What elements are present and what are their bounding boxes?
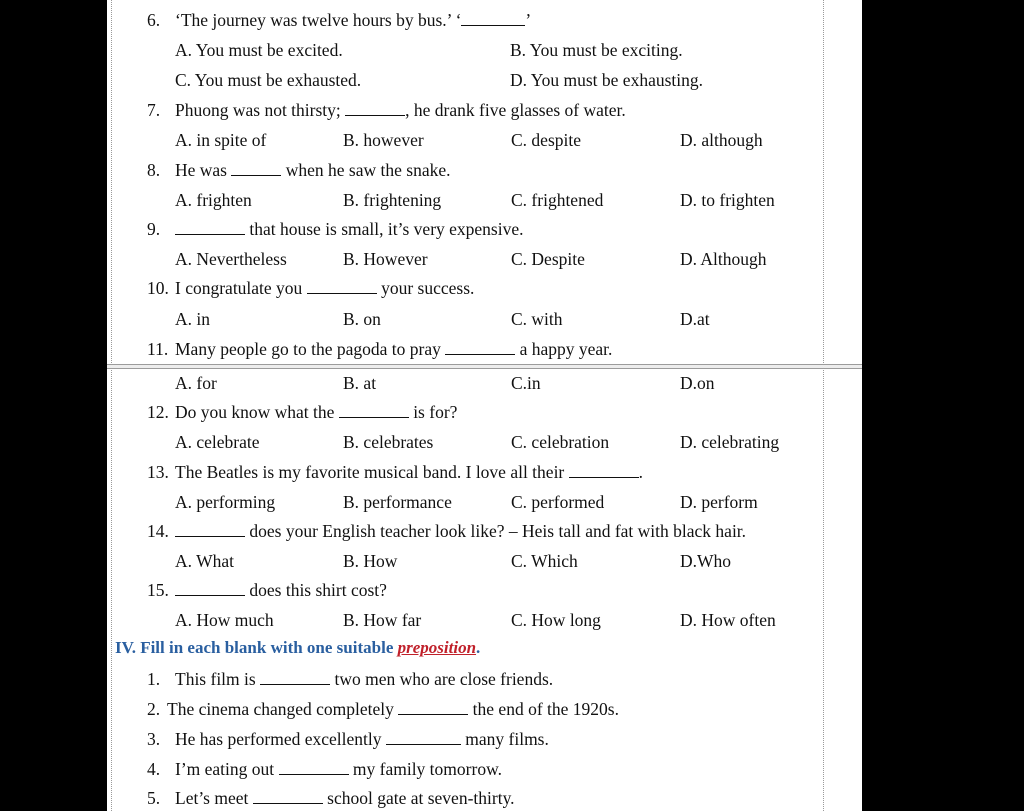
option-d[interactable]: D. although [680, 130, 763, 150]
answer-blank[interactable] [461, 9, 525, 26]
question-8: 8. He was when he saw the snake. [147, 160, 451, 180]
worksheet-page [107, 0, 862, 811]
option-a[interactable]: A. Nevertheless [175, 249, 287, 269]
option-c[interactable]: C. celebration [511, 432, 610, 452]
option-b[interactable]: B. How far [343, 610, 422, 630]
section-heading: IV. Fill in each blank with one suitable preposition. [115, 638, 481, 657]
option-c[interactable]: C. with [511, 309, 563, 329]
question-14 [107, 519, 862, 543]
section-title: Fill in each blank with one suitable [140, 638, 394, 657]
question-text: I congratulate you [175, 278, 303, 298]
option-a[interactable]: A. How much [175, 610, 274, 630]
option-d[interactable]: D.at [680, 309, 710, 329]
answer-blank[interactable] [260, 668, 330, 685]
fill-item-4: 4. I’m eating out my family tomorrow. [147, 759, 502, 779]
answer-blank[interactable] [279, 758, 349, 775]
question-text: The Beatles is my favorite musical band. I love all their [175, 462, 565, 482]
options-8 [107, 188, 862, 212]
section-keyword: preposition [397, 638, 477, 657]
question-number: 13. [147, 462, 169, 482]
option-c[interactable]: C. Which [511, 551, 578, 571]
question-7: 7. Phuong was not thirsty; , he drank five glasses of water. [147, 100, 626, 120]
answer-blank[interactable] [398, 698, 468, 715]
question-text: that house is small, it’s very expensive. [249, 219, 524, 239]
answer-blank[interactable] [445, 338, 515, 355]
section-roman: IV. [115, 638, 136, 657]
option-c[interactable]: C. frightened [511, 190, 604, 210]
option-b[interactable]: B. performance [343, 492, 452, 512]
option-c[interactable]: C. performed [511, 492, 605, 512]
option-a[interactable]: A. in spite of [175, 130, 267, 150]
option-a[interactable]: A. performing [175, 492, 276, 512]
page-break-band [107, 364, 862, 369]
options-11 [107, 371, 862, 395]
question-text: ‘The journey was twelve hours by bus.’ ‘ [175, 10, 462, 30]
option-d[interactable]: D. celebrating [680, 432, 780, 452]
option-a[interactable]: A. What [175, 551, 234, 571]
item-text: He has performed excellently [175, 729, 382, 749]
question-number: 12. [147, 402, 169, 422]
fill-item-5: 5. Let’s meet school gate at seven-thirty. [147, 788, 515, 808]
option-d[interactable]: D. to frighten [680, 190, 775, 210]
options-6b [107, 68, 862, 92]
options-7 [107, 128, 862, 152]
question-number: 8. [147, 160, 161, 180]
question-6: 6. ‘The journey was twelve hours by bus.’ ‘ ’ [147, 10, 532, 30]
option-a[interactable]: A. You must be excited. [175, 40, 343, 60]
option-c[interactable]: C. Despite [511, 249, 585, 269]
question-number: 6. [147, 10, 161, 30]
option-c[interactable]: C.in [511, 373, 541, 393]
option-b[interactable]: B. celebrates [343, 432, 434, 452]
item-text: Let’s meet [175, 788, 249, 808]
question-text: Phuong was not thirsty; [175, 100, 341, 120]
answer-blank[interactable] [175, 579, 245, 596]
option-b[interactable]: B. on [343, 309, 381, 329]
answer-blank[interactable] [175, 218, 245, 235]
answer-blank[interactable] [569, 461, 639, 478]
answer-blank[interactable] [307, 277, 377, 294]
question-11: 11. Many people go to the pagoda to pray a happy year. [147, 339, 613, 359]
option-d[interactable]: D. perform [680, 492, 758, 512]
fill-item-1: 1. This film is two men who are close friends. [147, 669, 554, 689]
question-text: Do you know what the [175, 402, 335, 422]
question-text: Many people go to the pagoda to pray [175, 339, 441, 359]
option-c[interactable]: C. You must be exhausted. [175, 70, 362, 90]
options-15 [107, 608, 862, 632]
option-b[interactable]: B. How [343, 551, 398, 571]
item-text: I’m eating out [175, 759, 275, 779]
options-6a [107, 38, 862, 62]
options-13 [107, 490, 862, 514]
option-d[interactable]: D.Who [680, 551, 732, 571]
question-13: 13. The Beatles is my favorite musical band. I love all their . [147, 462, 644, 482]
question-number: 9. [147, 219, 161, 239]
question-12: 12. Do you know what the is for? [147, 402, 458, 422]
options-10 [107, 307, 862, 331]
option-d[interactable]: D. Although [680, 249, 767, 269]
option-d[interactable]: D. You must be exhausting. [510, 70, 703, 90]
question-9 [107, 217, 862, 241]
question-text: does this shirt cost? [249, 580, 387, 600]
fill-item-2: 2. The cinema changed completely the end of the 1920s. [147, 699, 619, 719]
question-text: He was [175, 160, 227, 180]
item-number: 5. [147, 788, 161, 808]
answer-blank[interactable] [345, 99, 405, 116]
item-number: 4. [147, 759, 161, 779]
item-text: The cinema changed completely [167, 699, 394, 719]
option-b[interactable]: B. However [343, 249, 428, 269]
answer-blank[interactable] [339, 401, 409, 418]
option-d[interactable]: D. How often [680, 610, 776, 630]
item-number: 1. [147, 669, 161, 689]
question-number: 11. [147, 339, 169, 359]
option-d[interactable]: D.on [680, 373, 715, 393]
question-10: 10. I congratulate you your success. [147, 278, 475, 298]
option-c[interactable]: C. How long [511, 610, 601, 630]
options-14 [107, 549, 862, 573]
answer-blank[interactable] [253, 787, 323, 804]
question-number: 15. [147, 580, 169, 600]
option-a[interactable]: A. frighten [175, 190, 252, 210]
option-b[interactable]: B. You must be exciting. [510, 40, 683, 60]
option-a[interactable]: A. for [175, 373, 217, 393]
options-12 [107, 430, 862, 454]
question-number: 14. [147, 521, 169, 541]
question-number: 10. [147, 278, 169, 298]
option-c[interactable]: C. despite [511, 130, 581, 150]
option-a[interactable]: A. celebrate [175, 432, 260, 452]
option-b[interactable]: B. at [343, 373, 377, 393]
item-text: This film is [175, 669, 256, 689]
answer-blank[interactable] [175, 520, 245, 537]
item-number: 3. [147, 729, 161, 749]
question-text: does your English teacher look like? – Heis tall and fat with black hair. [249, 521, 747, 541]
option-a[interactable]: A. in [175, 309, 210, 329]
answer-blank[interactable] [231, 159, 281, 176]
fill-item-3: 3. He has performed excellently many films. [147, 729, 549, 749]
option-b[interactable]: B. however [343, 130, 424, 150]
option-b[interactable]: B. frightening [343, 190, 442, 210]
item-number: 2. [147, 699, 161, 719]
options-9 [107, 247, 862, 271]
question-number: 7. [147, 100, 161, 120]
answer-blank[interactable] [386, 728, 461, 745]
question-15 [107, 578, 862, 602]
